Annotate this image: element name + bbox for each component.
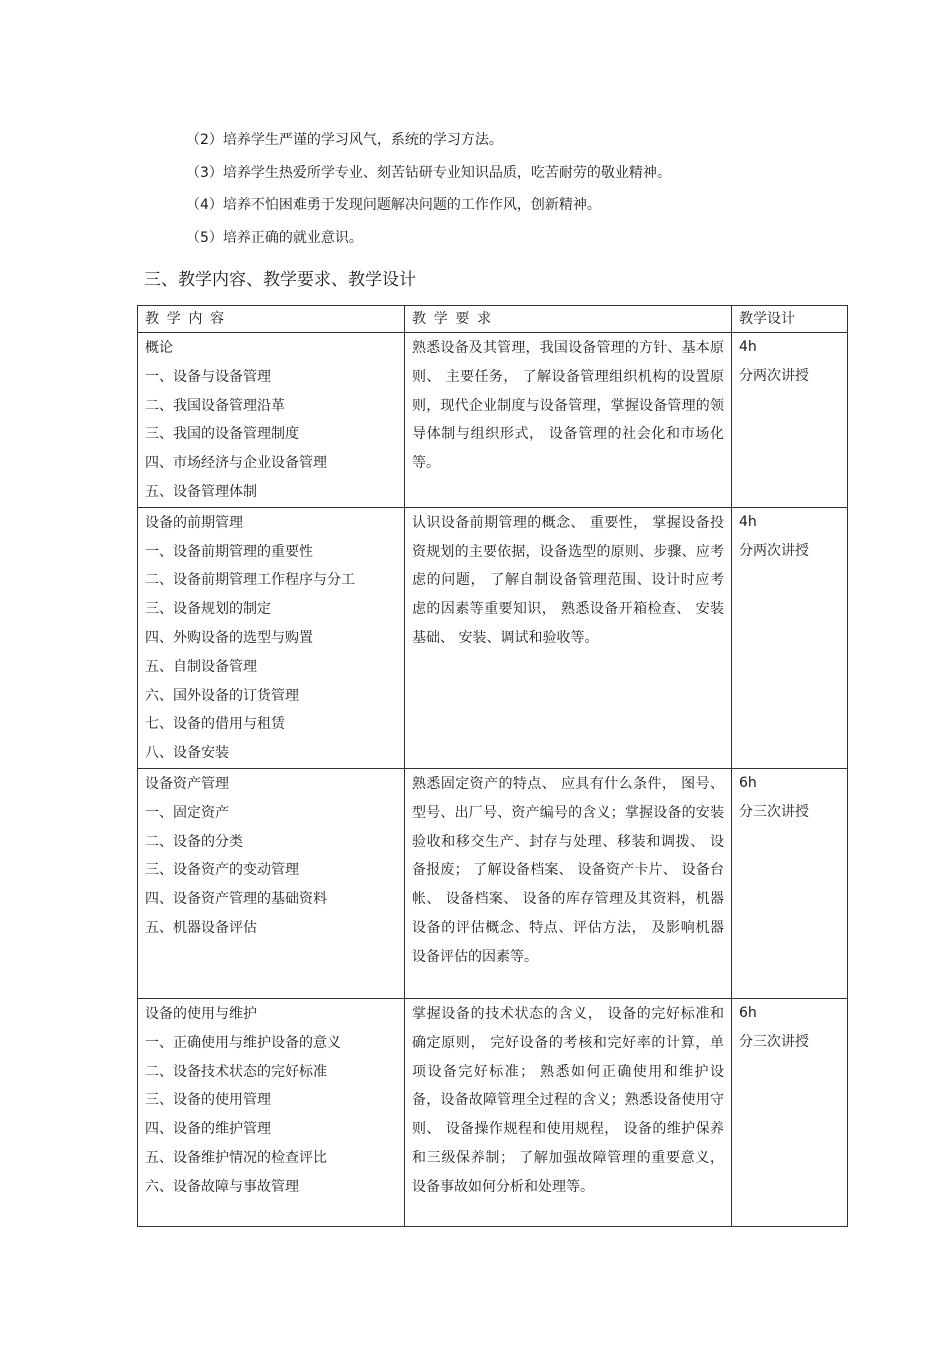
requirement-cell: 掌握设备的技术状态的含义， 设备的完好标准和确定原则， 完好设备的考核和完好率的计算，单项设备完好标准； 熟悉如何正确使用和维护设备，设备故障管理全过程的含义；熟悉设备使用守则、 设备操作规程和使用规程， 设备的维护保养和三级保养制； 了解加强故障管理的重要意义， 设备事故如何分析和处理等。 — [405, 998, 732, 1226]
hours-value: 4h — [739, 513, 757, 530]
content-line: 五、机器设备评估 — [145, 919, 257, 936]
schedule-text: 分两次讲授 — [739, 367, 809, 384]
content-line: 三、我国的设备管理制度 — [145, 426, 299, 443]
content-line: 三、设备的使用管理 — [145, 1092, 271, 1109]
schedule-text: 分三次讲授 — [739, 1033, 809, 1050]
design-cell — [732, 998, 848, 1226]
schedule-text: 分三次讲授 — [739, 803, 809, 820]
content-line: 四、设备资产管理的基础资料 — [145, 891, 327, 908]
goal-item: （3）培养学生热爱所学专业、刻苦钻研专业知识品质，吃苦耐劳的敬业精神。 — [186, 164, 671, 181]
goal-item: （4）培养不怕困难勇于发现问题解决问题的工作作风，创新精神。 — [186, 197, 601, 213]
content-line: 三、设备资产的变动管理 — [145, 862, 299, 879]
content-line: 一、正确使用与维护设备的意义 — [145, 1034, 341, 1051]
hours-value: 4h — [739, 339, 757, 355]
content-line: 二、设备的分类 — [145, 833, 243, 850]
table-row — [138, 768, 848, 998]
content-line: 五、设备管理体制 — [145, 483, 257, 500]
content-line: 二、设备前期管理工作程序与分工 — [145, 572, 355, 589]
content-line: 二、设备技术状态的完好标准 — [145, 1063, 327, 1080]
content-line: 四、市场经济与企业设备管理 — [145, 455, 327, 472]
content-line: 一、设备与设备管理 — [145, 368, 271, 385]
syllabus-table — [137, 305, 848, 1227]
content-line: 设备的前期管理 — [145, 514, 243, 531]
requirement-cell: 熟悉设备及其管理，我国设备管理的方针、基本原则、 主要任务， 了解设备管理组织机构的设置原则，现代企业制度与设备管理，掌握设备管理的领导体制与组织形式， 设备管理的社会化和市场化等。 — [405, 333, 732, 508]
content-line: 七、设备的借用与租赁 — [145, 716, 285, 733]
header-requirement: 教学要求 — [405, 306, 732, 333]
content-line: 三、设备规划的制定 — [145, 601, 271, 618]
header-content: 教学内容 — [138, 306, 405, 333]
goal-item: （5）培养正确的就业意识。 — [186, 229, 363, 246]
table-header-row — [138, 306, 848, 333]
design-cell — [732, 333, 848, 508]
hours-value: 6h — [739, 774, 757, 791]
table-row — [138, 333, 848, 508]
content-line: 八、设备安装 — [145, 745, 229, 762]
content-line: 概论 — [145, 340, 173, 356]
content-line: 四、外购设备的选型与购置 — [145, 629, 313, 646]
goals-list — [186, 124, 671, 254]
goal-item: （2）培养学生严谨的学习风气，系统的学习方法。 — [186, 132, 503, 148]
content-cell — [138, 333, 405, 508]
content-cell — [138, 998, 405, 1226]
design-cell — [732, 768, 848, 998]
content-line: 六、国外设备的订货管理 — [145, 687, 299, 704]
header-design: 教学设计 — [732, 306, 848, 333]
hours-value: 6h — [739, 1004, 757, 1021]
content-line: 五、自制设备管理 — [145, 658, 257, 675]
content-cell — [138, 507, 405, 768]
table-row — [138, 998, 848, 1226]
content-line: 一、设备前期管理的重要性 — [145, 543, 313, 560]
content-cell — [138, 768, 405, 998]
content-line: 一、固定资产 — [145, 804, 229, 821]
requirement-cell: 熟悉固定资产的特点、 应具有什么条件， 图号、型号、出厂号、资产编号的含义；掌握设备的安装验收和移交生产、封存与处理、移装和调拨、 设备报废； 了解设备档案、 设备资产卡片、 设备台帐、 设备档案、 设备的库存管理及其资料，机器设备的评估概念、特点、评估方法， 及影响机器设备评估的因素等。 — [405, 768, 732, 998]
requirement-cell: 认识设备前期管理的概念、 重要性， 掌握设备投资规划的主要依据，设备选型的原则、步骤、应考虑的问题， 了解自制设备管理范围、设计时应考虑的因素等重要知识， 熟悉设备开箱检查、 安装基础、 安装、调试和验收等。 — [405, 507, 732, 768]
content-line: 二、我国设备管理沿革 — [145, 397, 285, 414]
content-line: 设备的使用与维护 — [145, 1005, 257, 1022]
content-line: 四、设备的维护管理 — [145, 1121, 271, 1138]
table-row — [138, 507, 848, 768]
section-title: 三、教学内容、教学要求、教学设计 — [144, 270, 416, 290]
schedule-text: 分两次讲授 — [739, 542, 809, 559]
content-line: 设备资产管理 — [145, 775, 229, 792]
design-cell — [732, 507, 848, 768]
content-line: 六、设备故障与事故管理 — [145, 1178, 299, 1195]
content-line: 五、设备维护情况的检查评比 — [145, 1149, 327, 1166]
